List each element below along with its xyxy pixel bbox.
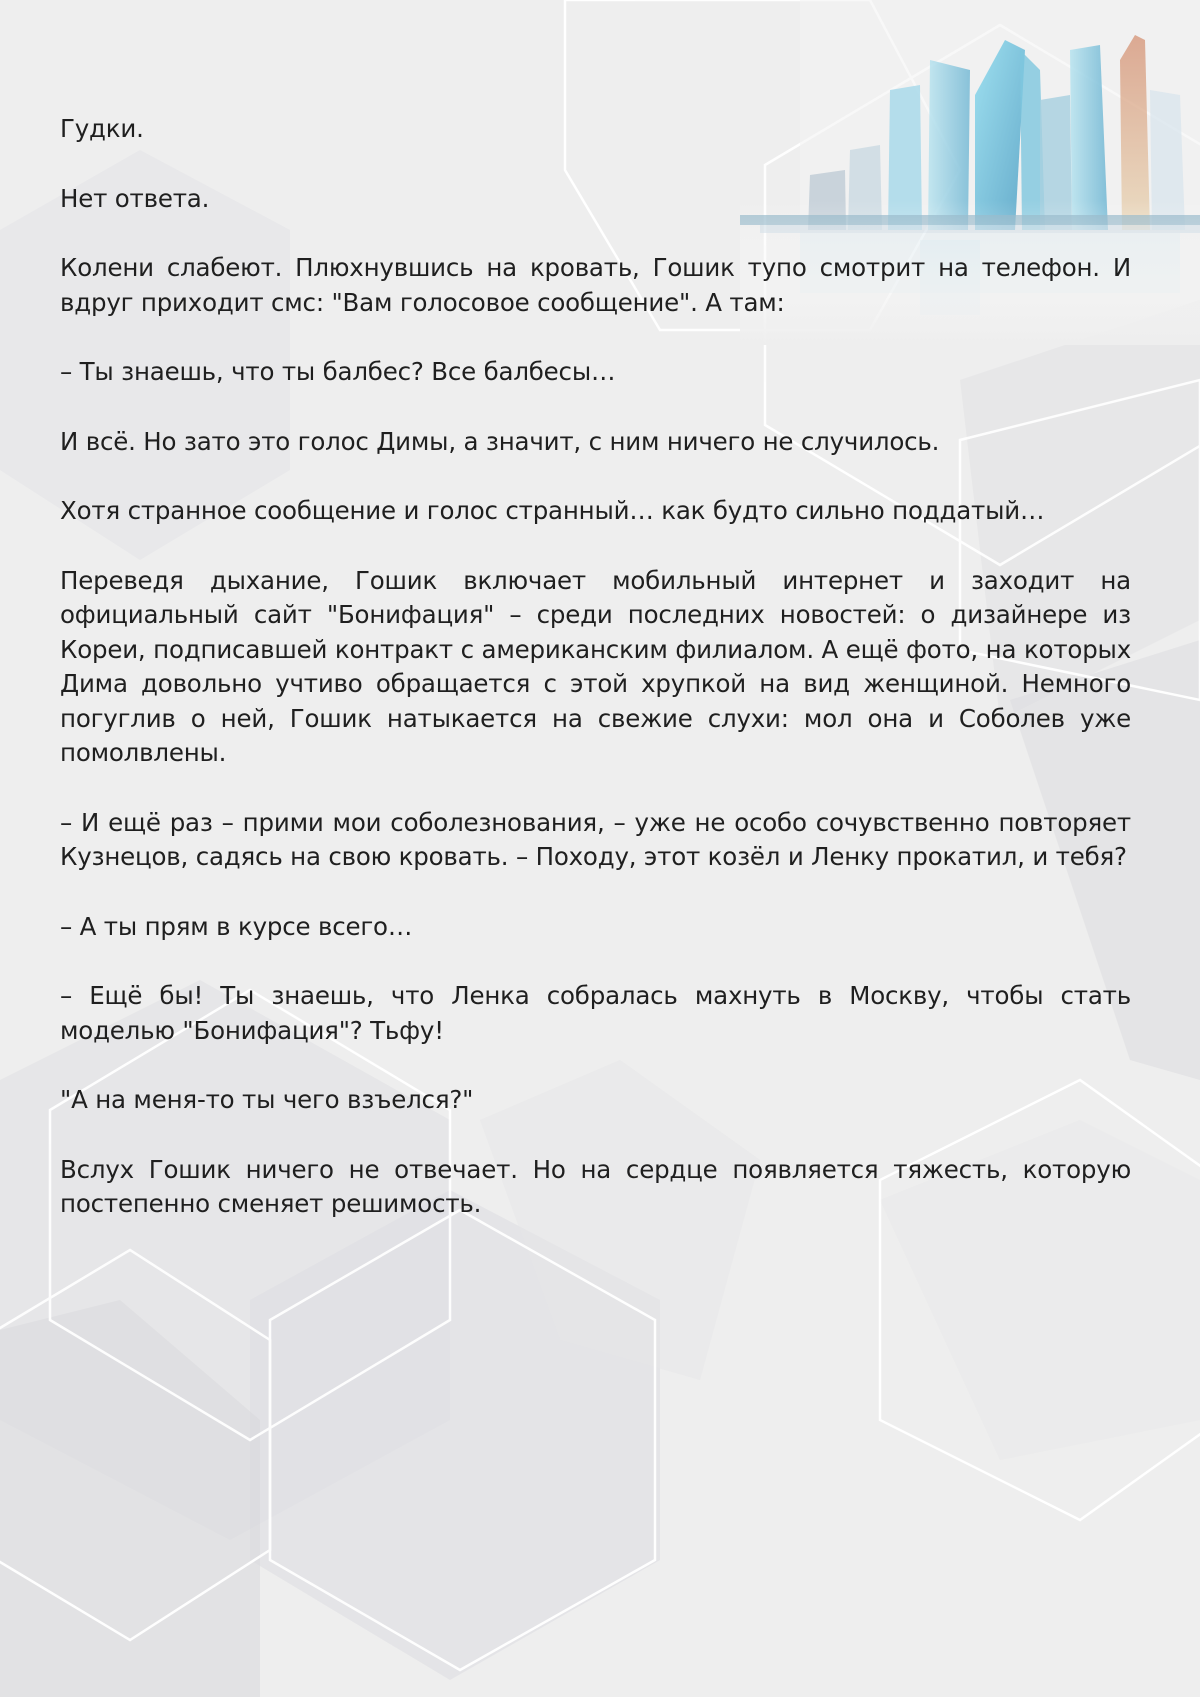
paragraph: "А на меня-то ты чего взъелся?" <box>60 1085 474 1114</box>
paragraph: Хотя странное сообщение и голос странный… как будто сильно поддатый… <box>60 496 1045 525</box>
paragraph: – Ты знаешь, что ты балбес? Все балбесы… <box>60 357 616 386</box>
paragraph: Гудки. <box>60 114 144 143</box>
paragraph: И всё. Но зато это голос Димы, а значит, с ним ничего не случилось. <box>60 426 940 456</box>
paragraph: Колени слабеют. Плюхнувшись на кровать, Гошик тупо смотрит на телефон. И вдруг приходит смс: "Вам голосовое сообщение". А там: <box>60 253 1131 317</box>
paragraph: – А ты прям в курсе всего… <box>60 911 413 941</box>
paragraph: Переведя дыхание, Гошик включает мобильный интернет и заходит на официальный сайт "Бонифация" – среди последних новостей: о дизайнере из Кореи, подписавшей контракт с американским филиалом. А ещё фото, на которых Дима довольно учтиво обращается с этой хрупкой на вид женщиной. Немного погуглив о ней, Гошик натыкается на свежие слухи: мол она и Соболев уже помолвлены. <box>60 565 1131 767</box>
paragraph: Нет ответа. <box>60 183 210 213</box>
paragraph: Вслух Гошик ничего не отвечает. Но на сердце появляется тяжесть, которую постепенно сменяет решимость. <box>60 1154 1131 1218</box>
paragraph: – И ещё раз – прими мои соболезнования, – уже не особо сочувственно повторяет Кузнецов, садясь на свою кровать. – Походу, этот козёл и Ленку прокатил, и тебя? <box>60 807 1131 871</box>
story-text <box>60 112 1131 1257</box>
paragraph: – Ещё бы! Ты знаешь, что Ленка собралась махнуть в Москву, чтобы стать моделью "Бонифация"? Тьфу! <box>60 981 1131 1045</box>
